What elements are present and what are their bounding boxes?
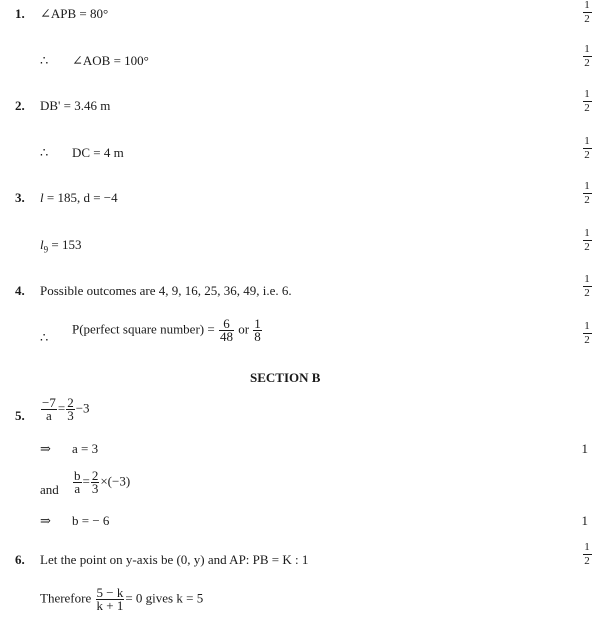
- marks-den: 2: [584, 13, 590, 25]
- question-number: 1.: [15, 6, 25, 21]
- therefore-symbol: ∴: [40, 145, 49, 160]
- marks-num: 1: [584, 135, 590, 147]
- question-number: 4.: [15, 283, 25, 298]
- fraction-numerator: b: [74, 468, 81, 483]
- variable-l: l: [40, 190, 44, 205]
- marks-num: 1: [584, 88, 590, 100]
- marks-den: 2: [584, 555, 590, 567]
- marks-num: 1: [584, 541, 590, 553]
- marks-den: 2: [584, 194, 590, 206]
- variable-l: l: [40, 237, 44, 252]
- marks-num: 1: [584, 227, 590, 239]
- fraction-numerator: 1: [254, 316, 261, 331]
- answer-line: ∠APB = 80°: [40, 6, 109, 21]
- marks-half: [581, 542, 593, 567]
- fraction-denominator: 3: [91, 481, 99, 496]
- equation-rest: −3: [75, 400, 90, 416]
- question-number: 5.: [15, 408, 25, 423]
- question-number: 2.: [15, 98, 25, 113]
- subscript: 9: [43, 244, 49, 255]
- marks-num: 1: [584, 273, 590, 285]
- probability-expression: [72, 318, 263, 343]
- marks-den: 2: [584, 149, 590, 161]
- fraction-denominator: 48: [219, 329, 233, 344]
- fraction: [219, 318, 234, 343]
- fraction-denominator: a: [46, 408, 52, 423]
- fraction: [96, 587, 125, 612]
- answer-line: ∠AOB = 100°: [72, 53, 149, 68]
- or-text: or: [238, 321, 250, 337]
- equals-sign: =: [57, 400, 66, 416]
- therefore-symbol: ∴: [40, 330, 49, 345]
- fraction-numerator: −7: [42, 395, 56, 410]
- answer-text: = 153: [48, 237, 82, 252]
- marks-den: 2: [584, 102, 590, 114]
- marks-half: [581, 181, 593, 206]
- question-number: 6.: [15, 552, 25, 567]
- marks-den: 2: [584, 287, 590, 299]
- therefore-word: Therefore: [40, 590, 92, 606]
- answer-line: Let the point on y-axis be (0, y) and AP: PB = K : 1: [40, 552, 309, 567]
- fraction-numerator: 5 − k: [96, 585, 124, 600]
- equation-rest: = 0 gives k = 5: [125, 590, 204, 606]
- marks-num: 1: [584, 0, 590, 11]
- fraction: [253, 318, 262, 343]
- implies-symbol: ⇒: [40, 441, 51, 456]
- marks-num: 1: [584, 43, 590, 55]
- marks-half: [581, 0, 593, 25]
- equals-sign: =: [82, 473, 90, 489]
- section-heading: SECTION B: [250, 370, 321, 385]
- answer-line: b = − 6: [72, 513, 110, 528]
- answer-line: Possible outcomes are 4, 9, 16, 25, 36, 49, i.e. 6.: [40, 283, 292, 298]
- answer-line: [40, 237, 81, 255]
- equation-rest: ×(−3): [100, 473, 131, 489]
- answer-line: DB' = 3.46 m: [40, 98, 111, 113]
- fraction-denominator: a: [74, 481, 81, 496]
- fraction-numerator: 2: [67, 395, 74, 410]
- question-number: 3.: [15, 190, 25, 205]
- marks-num: 1: [584, 180, 590, 192]
- fraction-numerator: 2: [91, 468, 99, 483]
- equation: [72, 470, 130, 495]
- fraction: [91, 470, 100, 495]
- probability-label: P(perfect square number) =: [72, 321, 215, 337]
- marks-den: 2: [584, 57, 590, 69]
- answer-line: a = 3: [72, 441, 99, 456]
- marks-one: 1: [581, 441, 588, 456]
- fraction: [66, 397, 75, 422]
- marks-half: [581, 228, 593, 253]
- and-text: and: [40, 482, 59, 497]
- marks-half: [581, 274, 593, 299]
- marks-one: 1: [581, 513, 588, 528]
- fraction-denominator: k + 1: [96, 598, 124, 613]
- fraction-denominator: 3: [67, 408, 74, 423]
- marks-half: [581, 321, 593, 346]
- marks-den: 2: [584, 241, 590, 253]
- fraction-numerator: 6: [223, 316, 230, 331]
- answer-line: [40, 190, 118, 206]
- marks-den: 2: [584, 334, 590, 346]
- marks-half: [581, 89, 593, 114]
- fraction-denominator: 8: [254, 329, 261, 344]
- marks-half: [581, 136, 593, 161]
- marks-num: 1: [584, 320, 590, 332]
- equation: [40, 397, 90, 422]
- equation: [40, 587, 203, 612]
- answer-text: = 185, d = −4: [43, 190, 118, 205]
- fraction: [41, 397, 57, 422]
- marks-half: [581, 44, 593, 69]
- therefore-symbol: ∴: [40, 53, 49, 68]
- implies-symbol: ⇒: [40, 513, 51, 528]
- answer-line: DC = 4 m: [72, 145, 124, 160]
- fraction: [73, 470, 82, 495]
